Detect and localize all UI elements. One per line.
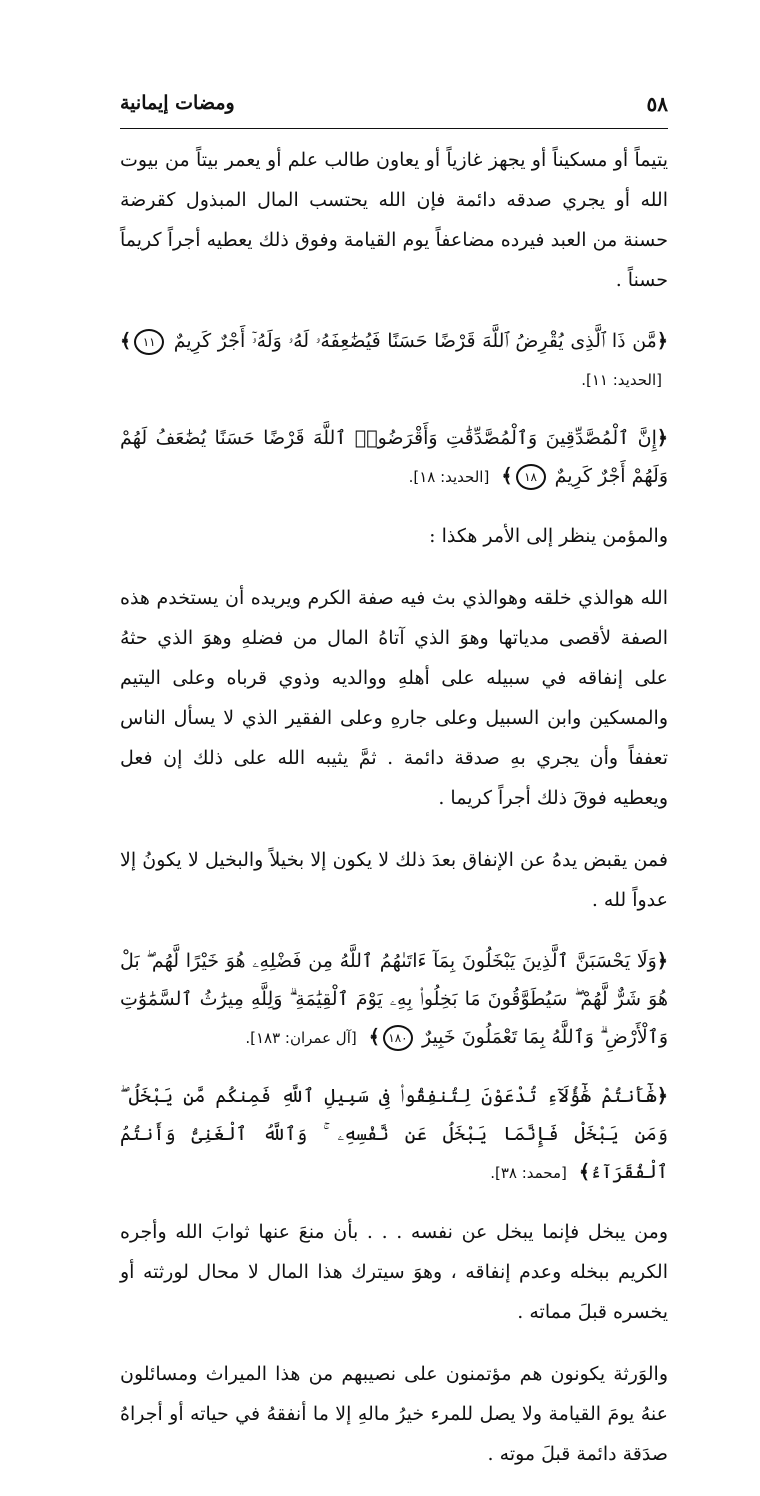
verse-close-bracket: ﴾ bbox=[368, 1026, 380, 1048]
paragraph-6: والوَرثة يكونون هم مؤتمنون على نصيبهم من هذا الميراث ومسائلون عنهُ يومَ القيامة ولا يصل للمرء خيرُ مالهِ إلا ما أنفقهُ في حياته أو أجراهُ صدَقة دائمة قبلَ موته . bbox=[120, 1363, 668, 1465]
quran-verse-4 bbox=[120, 1077, 668, 1192]
running-title: ومضات إيمانية bbox=[120, 92, 235, 114]
verse-reference: [آل عمران: ١٨٣]. bbox=[245, 1029, 357, 1047]
page-body bbox=[120, 140, 668, 1496]
verse-reference: [محمد: ٣٨]. bbox=[490, 1164, 567, 1182]
verse-text: وَلَا يَحْسَبَنَّ ٱلَّذِينَ يَبْخَلُونَ بِمَآ ءَاتَىٰهُمُ ٱللَّهُ مِن فَضْلِهِۦ هُوَ خَيْرًا لَّهُم ۖ بَلْ هُوَ شَرٌّ لَّهُمْ ۖ سَيُطَوَّقُونَ مَا بَخِلُوا۟ بِهِۦ يَوْمَ ٱلْقِيَٰمَةِ ۗ وَلِلَّهِ مِيرَٰثُ ٱلسَّمَٰوَٰتِ وَٱلْأَرْضِ ۗ وَٱللَّهُ بِمَا تَعْمَلُونَ خَبِيرٌ bbox=[120, 950, 668, 1048]
verse-reference: [الحديد: ١٨]. bbox=[408, 468, 490, 486]
ayah-number-icon: ١٨ bbox=[516, 464, 546, 490]
paragraph-5: ومن يبخل فإنما يبخل عن نفسه . . . بأن منعَ عنها ثوابَ الله وأجره الكريم ببخله وعدم إنفاقه ، وهوَ سيترك هذا المال لا محال لورثته أو يخسره قبلَ مماته . bbox=[120, 1221, 668, 1323]
verse-reference: [الحديد: ١١]. bbox=[581, 371, 662, 389]
quran-verse-1 bbox=[120, 322, 668, 399]
ayah-number-icon: ١٨٠ bbox=[383, 1025, 413, 1051]
verse-close-bracket: ﴾ bbox=[501, 465, 513, 487]
verse-open-bracket: ﴿ bbox=[656, 330, 668, 352]
verse-text: إِنَّ ٱلْمُصَّدِّقِينَ وَٱلْمُصَّدِّقَٰتِ وَأَقْرَضُوا۟ ٱللَّهَ قَرْضًا حَسَنًا يُضَٰعَفُ لَهُمْ وَلَهُمْ أَجْرٌ كَرِيمٌ bbox=[120, 427, 668, 487]
page-header bbox=[120, 88, 668, 122]
paragraph-1: يتيماً أو مسكيناً أو يجهز غازياً أو يعاون طالب علم أو يعمر بيتاً من بيوت الله أو يجري صدقه دائمة فإن الله يحتسب المال المبذول كقرضة حسنة من العبد فيرده مضاعفاً يوم القيامة وفوق ذلك يعطيه أجراً كريماً حسناً . bbox=[120, 149, 668, 291]
verse-open-bracket: ﴿ bbox=[656, 1085, 668, 1107]
verse-text: مَّن ذَا ٱلَّذِى يُقْرِضُ ٱللَّهَ قَرْضًا حَسَنًا فَيُضَٰعِفَهُۥ لَهُۥ وَلَهُۥٓ أَجْرٌ كَرِيمٌ bbox=[173, 330, 657, 352]
paragraph-4: فمن يقبض يدهُ عن الإنفاق بعدَ ذلك لا يكون إلا بخيلاً والبخيل لا يكونُ إلا عدواً لله . bbox=[120, 849, 668, 911]
paragraph-3: الله هوالذي خلقه وهوالذي بث فيه صفة الكرم ويريده أن يستخدم هذه الصفة لأقصى مدياتها وهوَ الذي آتاهُ المال من فضلهِ وهوَ الذي حثهُ على إنفاقه في سبيله على أهلهِ ووالديه وذوي قرباه وعلى اليتيم والمسكين وابن السبيل وعلى جارهِ وعلى الفقير الذي لا يسأل الناس تعففاً وأن يجري بهِ صدقة دائمة . ثمَّ يثيبه الله على ذلك إن فعل ويعطيه فوقَ ذلك أجراً كريما . bbox=[120, 587, 668, 809]
verse-close-bracket: ﴾ bbox=[578, 1161, 591, 1183]
verse-open-bracket: ﴿ bbox=[656, 950, 668, 972]
quran-verse-3 bbox=[120, 942, 668, 1057]
verse-open-bracket: ﴿ bbox=[656, 427, 668, 449]
header-divider bbox=[120, 128, 668, 129]
page-number: ٥٨ bbox=[646, 92, 668, 116]
verse-text: هَٰٓأَنتُمْ هَٰٓؤُلَآءِ تُدْعَوْنَ لِتُنفِقُوا۟ فِى سَبِيلِ ٱللَّهِ فَمِنكُم مَّن يَبْخَلُ ۖ وَمَن يَبْخَلْ فَإِنَّمَا يَبْخَلُ عَن نَّفْسِهِۦ ۚ وَٱللَّهُ ٱلْغَنِىُّ وَأَنتُمُ ٱلْفُقَرَآءُ bbox=[120, 1085, 668, 1183]
paragraph-2: والمؤمن ينظر إلى الأمر هكذا : bbox=[429, 525, 668, 547]
verse-close-bracket: ﴾ bbox=[120, 330, 132, 352]
ayah-number-icon: ١١ bbox=[134, 329, 164, 355]
quran-verse-2 bbox=[120, 419, 668, 496]
